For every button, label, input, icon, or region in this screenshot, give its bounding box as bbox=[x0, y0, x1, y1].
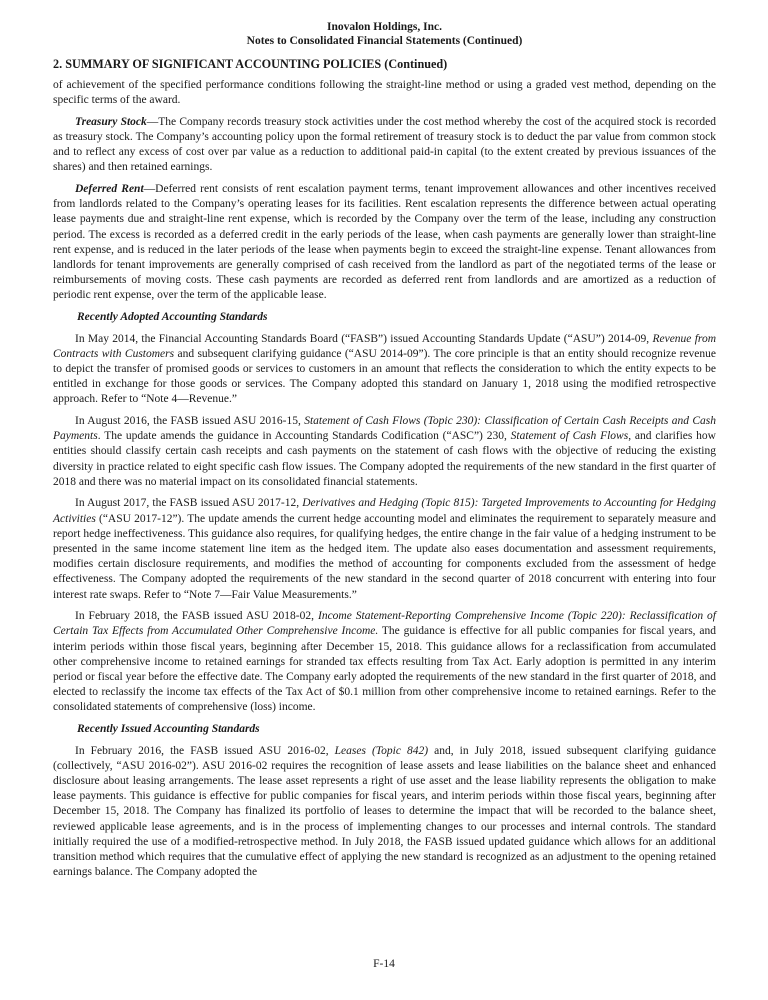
paragraph-asu-2016-02: In February 2016, the FASB issued ASU 2016-02, Leases (Topic 842) and, in July 2018, issued subsequent clarifying guidance (collectively, “ASU 2016-02”). ASU 2016-02 requires the recognition of lease assets and lease liabilities on the balance sheet and enhanced disclosure about leasing arrangements. The lease asset represents a right of use asset and the lease liability represents the obligation to make lease payments. This guidance is effective for public companies for fiscal years, and interim periods within those fiscal years, beginning after December 15, 2018. The Company has finalized its portfolio of leases to determine the impact that will be recorded to the balance sheet, reviewed applicable lease agreements, and is in the process of implementing changes to our processes and internal controls. The standard initially required the use of a modified-retrospective method. In July 2018, the FASB issued updated guidance which allows for an additional transition method which requires that the cumulative effect of applying the new standard is recognized as an adjustment to the opening retained earnings balance. The Company adopted the bbox=[53, 744, 716, 879]
recently-adopted-heading: Recently Adopted Accounting Standards bbox=[77, 311, 268, 324]
document-subtitle: Notes to Consolidated Financial Statements (Continued) bbox=[246, 35, 523, 47]
section-title: 2. SUMMARY OF SIGNIFICANT ACCOUNTING POLICIES (Continued) bbox=[53, 57, 448, 71]
paragraph-asu-2017-12: In August 2017, the FASB issued ASU 2017-12, Derivatives and Hedging (Topic 815): Targeted Improvements to Accounting for Hedging Activities (“ASU 2017-12”). The update amends the current hedge accounting model and eliminates the requirement to separately measure and report hedge ineffectiveness. This guidance also requires, for qualifying hedges, the entire change in the fair value of a hedging instrument to be presented in the same income statement line item as the hedged item. The update also eases documentation and assessment requirements, modifies certain disclosure requirements, and modifies the method of accounting for components excluded from the assessment of hedge effectiveness. The Company adopted the requirements of the new standard in the second quarter of 2018 concurrent with entering into four interest rate swaps. Refer to “Note 7—Fair Value Measurements.” bbox=[53, 497, 716, 601]
page-number: F-14 bbox=[373, 958, 395, 970]
paragraph-asu-2016-15: In August 2016, the FASB issued ASU 2016-15, Statement of Cash Flows (Topic 230): Classification of Certain Cash Receipts and Cash Payments. The update amends the guidance in Accounting Standards Codification (“ASC”) 230, Statement of Cash Flows, and clarifies how entities should classify certain cash receipts and cash payments on the statement of cash flows with the objective of reducing the existing diversity in practice related to eight specific cash flow issues. The Company adopted the requirements of the new standard in the first quarter of 2018 and there was no material impact on its consolidated financial statements. bbox=[53, 415, 716, 488]
deferred-rent-lead: Deferred Rent bbox=[75, 183, 144, 195]
paragraph-continued: of achievement of the specified performance conditions following the straight-line method or using a graded vest method, depending on the specific terms of the award. bbox=[53, 79, 716, 107]
paragraph-deferred-rent: Deferred Rent—Deferred rent consists of rent escalation payment terms, tenant improvement allowances and other incentives received from landlords related to the Company’s operating leases for its facilities. Rent escalation represents the difference between actual operating lease payments due and straight-line rent expense, which is recorded by the Company over the term of the lease, including any construction period. The excess is recorded as a deferred credit in the early periods of the lease, when cash payments are generally lower than straight-line rent expense, and is reduced in the later periods of the lease when payments begin to exceed the straight-line expense. Tenant allowances from landlords for tenant improvements are generally comprised of cash received from the landlord as part of the negotiated terms of the lease or reimbursements of moving costs. These cash payments are recorded as deferred rent from landlords and are amortized as a reduction of periodic rent expense, over the term of the applicable lease. bbox=[53, 183, 716, 302]
paragraph-asu-2018-02: In February 2018, the FASB issued ASU 2018-02, Income Statement-Reporting Comprehensive Income (Topic 220): Reclassification of Certain Tax Effects from Accumulated Other Comprehensive Income. The guidance is effective for all public companies for fiscal years, and interim periods within those fiscal years, beginning after December 15, 2018. This guidance allows for a reclassification from accumulated other comprehensive income to retained earnings for stranded tax effects resulting from Tax Act. Early adoption is permitted in any interim period or fiscal year before the effective date. The Company early adopted the requirements of the new standard in the first quarter of 2018, and elected to reclassify the income tax effects of the Tax Act of $0.1 million from other comprehensive income to retained earnings. Refer to the consolidated statements of comprehensive (loss) income. bbox=[53, 610, 716, 714]
paragraph-treasury-stock: Treasury Stock—The Company records treasury stock activities under the cost method whereby the cost of the acquired stock is recorded as treasury stock. The Company’s accounting policy upon the formal retirement of treasury stock is to deduct the par value from common stock and to reflect any excess of cost over par value as a reduction to additional paid-in capital (to the extent created by previous issuances of the shares) and then retained earnings. bbox=[53, 115, 716, 174]
recently-issued-heading: Recently Issued Accounting Standards bbox=[77, 723, 260, 736]
treasury-stock-lead: Treasury Stock bbox=[75, 115, 147, 128]
paragraph-asu-2014-09: In May 2014, the Financial Accounting Standards Board (“FASB”) issued Accounting Standards Update (“ASU”) 2014-09, Revenue from Contracts with Customers and subsequent clarifying guidance (“ASU 2014-09”). The core principle is that an entity should recognize revenue to depict the transfer of promised goods or services to customers in an amount that reflects the consideration to which the entity expects to be entitled in exchange for those goods or services. The Company adopted this standard on January 1, 2018 using the modified retrospective approach. Refer to “Note 4—Revenue.” bbox=[53, 332, 717, 406]
company-name: Inovalon Holdings, Inc. bbox=[326, 21, 443, 33]
